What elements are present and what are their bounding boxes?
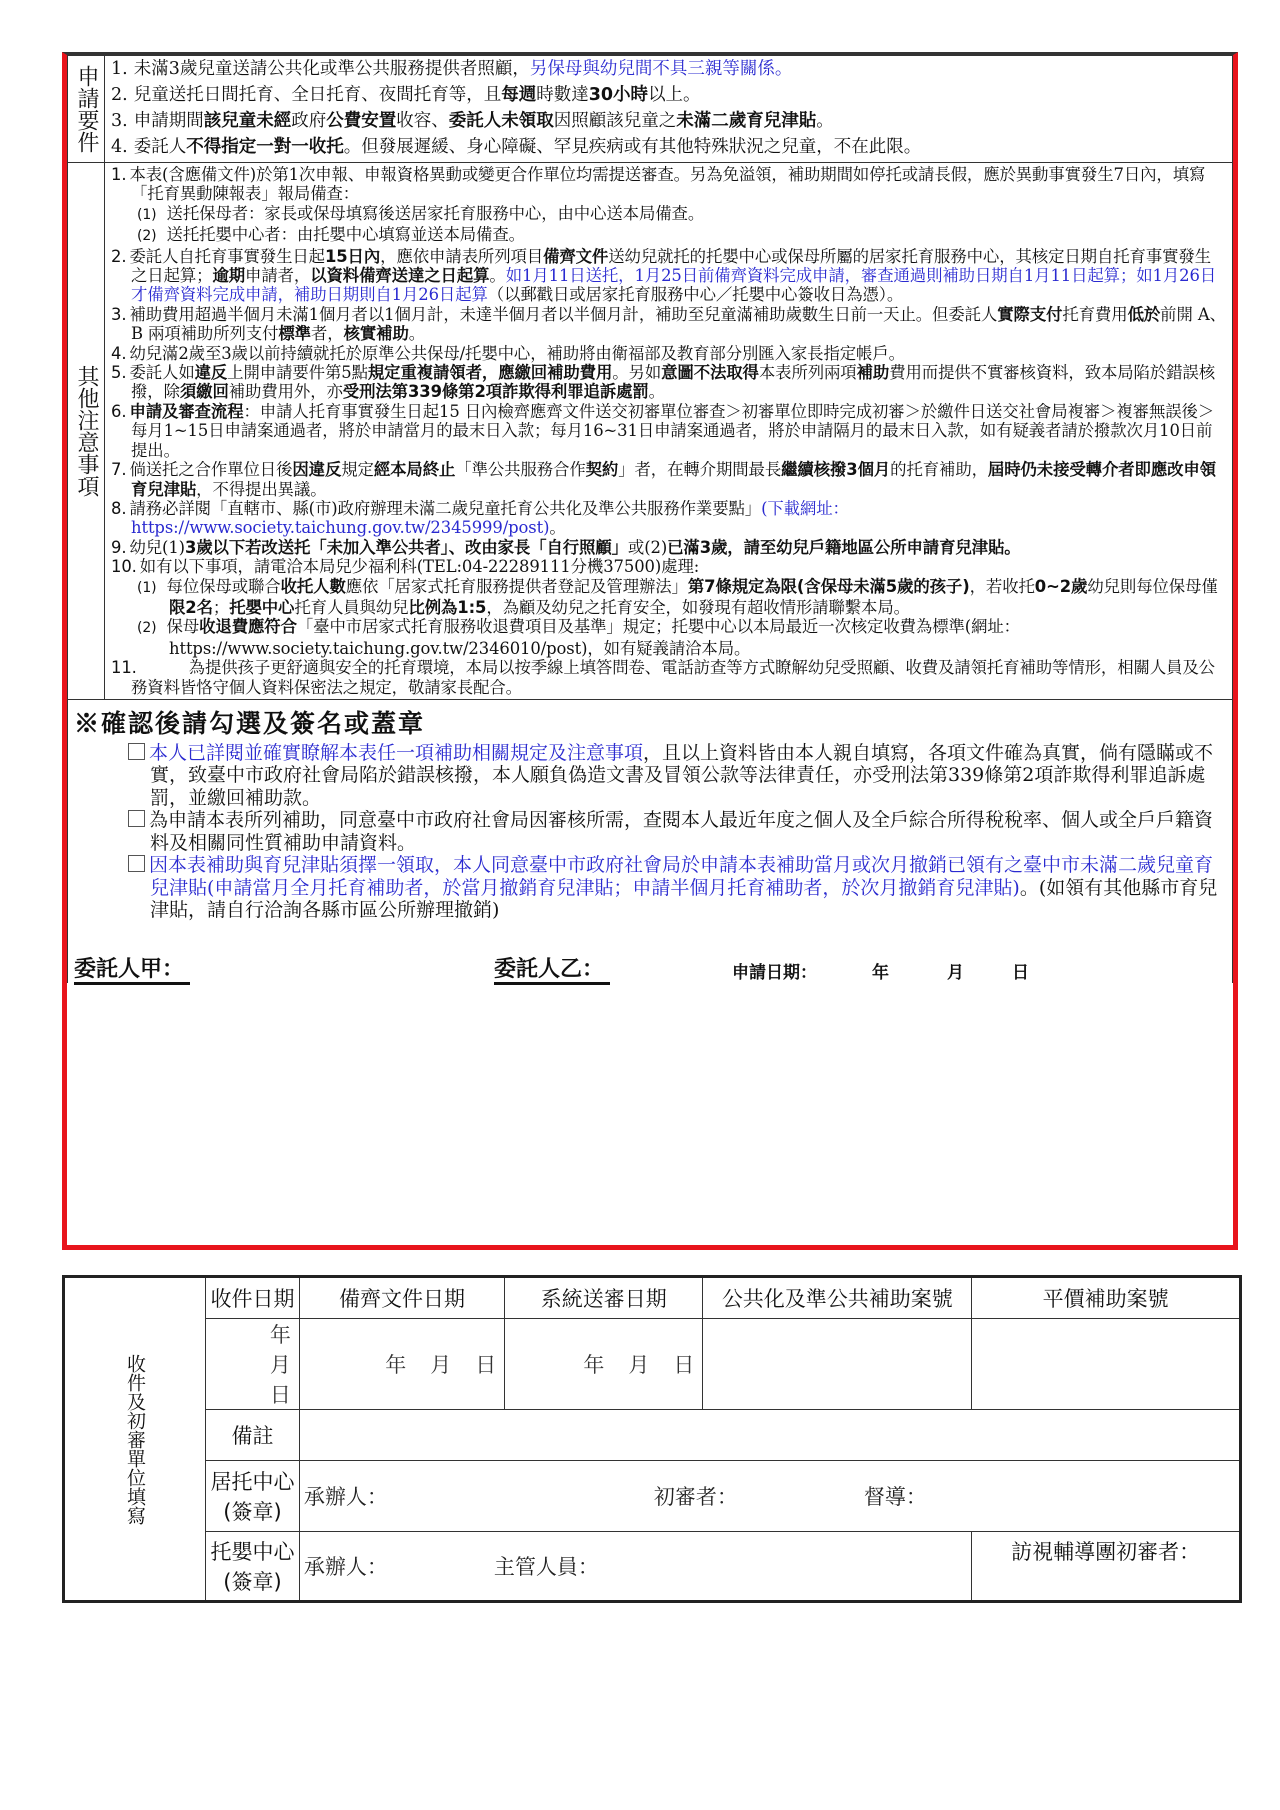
text-run: 第7條規定為限(含保母未滿5歲的孩子) (687, 576, 970, 596)
confirm-title: ※確認後請勾選及簽名或蓋章 (74, 708, 426, 738)
text-run: 。但發展遲緩、身心障礙、罕見疾病或有其他特殊狀況之兒童，不在此限。 (343, 137, 922, 157)
text-run: ，不得提出異議。 (196, 479, 327, 499)
text-run: 收退費應符合 (199, 617, 297, 637)
header-docs-date: 備齊文件日期 (299, 1277, 504, 1319)
note-item (111, 460, 1226, 499)
item-number: 1. (111, 165, 127, 184)
text-run: ，若收托 (969, 576, 1035, 596)
text-run: 未滿二歲育兒津貼 (676, 111, 817, 131)
text-run: 未滿3歲兒童送請公共化或準公共服務提供者照顧， (133, 59, 530, 79)
item-number: 10. (111, 557, 137, 577)
subitem-number: (2) (137, 620, 157, 637)
text-run: 每週 (501, 85, 537, 105)
note-item (111, 247, 1226, 305)
text-run: 送托保母者：家長或保母填寫後送居家托育服務中心，由中心送本局備查。 (166, 203, 705, 223)
date-label: 申請日期： (732, 962, 817, 983)
text-run: 「準公共服務合作 (455, 460, 586, 480)
date-day: 日 (1012, 962, 1029, 983)
consent-item (92, 854, 1226, 922)
text-run: 應依「居家式托育服務提供者登記及管理辦法」 (345, 576, 688, 596)
public-case-no-field[interactable] (703, 1319, 972, 1410)
application-notes-frame (62, 52, 1238, 1250)
subitem-number: (2) (137, 228, 157, 245)
text-run: 核實補助 (343, 324, 409, 344)
text-run: 補助 (856, 363, 890, 383)
text-run: 收容、 (396, 111, 449, 131)
requirements-section (68, 56, 1233, 163)
text-run: 不得指定一對一收托 (186, 137, 344, 157)
text-run: 兒童送托日間托育、全日托育、夜間托育等，且 (133, 85, 502, 105)
note-subitem (111, 225, 1226, 246)
text-run: 委託人自托育事實發生日起 (129, 246, 325, 266)
note-item (111, 165, 1226, 204)
note-item (111, 402, 1226, 460)
text-run: 的托育補助， (890, 460, 988, 480)
ymd-month: 月 (430, 1353, 452, 1377)
text-run: 受刑法第339條第2項詐欺得利罪追訴處罰 (342, 382, 649, 402)
consent-item (92, 742, 1226, 810)
text-run: 意圖不法取得 (661, 363, 759, 383)
text-run: 補助費用超過半個月未滿1個月者以1個月計，未達半個月者以半個月計，補助至兒童滿補助歲數生日前一天止。但委託人 (129, 304, 998, 324)
confirm-block (68, 699, 1233, 983)
notes-table (67, 55, 1233, 983)
ymd-day: 日 (475, 1353, 497, 1377)
text-run: (下載網址：https://www.society.taichung.gov.tw/2345999/post) (131, 498, 849, 538)
item-number: 9. (111, 537, 127, 557)
text-run: 規定 (341, 460, 374, 480)
notes-list (105, 163, 1233, 700)
text-run: 。另如 (612, 363, 662, 383)
text-run: 。 (489, 266, 506, 286)
text-run: 本表所列兩項 (758, 363, 857, 383)
text-run: 費用而提供不實審核資料，致本局陷於錯誤核撥，除 (131, 363, 1216, 402)
text-run: 已滿3歲，請至幼兒戶籍地區公所申請育兒津貼。 (667, 537, 1021, 557)
item-number: 2. (111, 85, 128, 105)
docs-date-field[interactable] (299, 1319, 504, 1410)
text-run: ，應依申請表所列項目 (380, 246, 544, 266)
date-month: 月 (947, 962, 964, 983)
subitem-number: (1) (137, 206, 157, 223)
requirement-item (111, 82, 1226, 108)
visit-team-label: 訪視輔導團初審者： (1011, 1540, 1201, 1564)
note-item (111, 363, 1226, 402)
item-number: 7. (111, 460, 127, 480)
header-public-case-no: 公共化及準公共補助案號 (703, 1277, 972, 1319)
text-run: 為提供孩子更舒適與安全的托育環境，本局以按季線上填答問卷、電話訪查等方式瞭解幼兒受照顧、收費及請領托育補助等情形，相關人員及公務資料皆恪守個人資料保密法之規定，敬請家長配合。 (131, 658, 1215, 697)
signer-a-label: 委託人甲： (74, 957, 190, 985)
text-run: 或(2) (627, 537, 668, 557)
text-run: 幼兒(1) (129, 537, 185, 557)
note-subitem (111, 204, 1226, 225)
remark-field[interactable] (299, 1410, 1240, 1461)
text-run: 委託人 (133, 137, 187, 157)
text-run: 規定重複請領者，應繳回補助費用 (367, 363, 613, 383)
text-run: 送托托嬰中心者：由托嬰中心填寫並送本局備查。 (166, 225, 525, 245)
text-run: 限2名 (169, 597, 213, 617)
text-run: 因違反 (292, 460, 342, 480)
application-date[interactable] (732, 958, 1029, 983)
item-number: 3. (111, 111, 128, 131)
text-run: 備齊文件 (543, 246, 609, 266)
home-center-sign-field[interactable] (299, 1461, 1240, 1532)
text-run: 該兒童未經 (203, 111, 292, 131)
header-affordable-case-no: 平價補助案號 (972, 1277, 1241, 1319)
nursery-label: 托嬰中心(簽章) (206, 1532, 300, 1602)
home-center-handler: 承辦人： (303, 1485, 388, 1509)
ymd-month: 月 (628, 1353, 650, 1377)
text-run: 本表(含應備文件)於第1次申報、申報資格異動或變更合作單位均需提送審查。另為免溢領，補助期間如停托或請長假，應於異動事實發生7日內，填寫「托育異動陳報表」報局備查： (129, 165, 1206, 204)
signer-b-field[interactable] (494, 952, 614, 983)
text-run: 委託人未領取 (448, 111, 554, 131)
note-item (111, 557, 1226, 576)
note-item (111, 344, 1226, 363)
notes-section (68, 163, 1233, 700)
item-number: 8. (111, 498, 127, 518)
consent-checkbox[interactable] (128, 743, 145, 760)
text-run: 申請者， (245, 266, 311, 286)
requirement-item (111, 56, 1226, 82)
text-run: 收托人數 (280, 576, 346, 596)
home-center-reviewer: 初審者： (653, 1485, 738, 1509)
received-date-field[interactable] (206, 1319, 300, 1410)
header-received-date: 收件日期 (206, 1277, 300, 1319)
subitem-number: (1) (137, 579, 157, 596)
text-run: 送幼兒就托的托嬰中心或保母所屬的居家托育服務中心，其核定日期自托育事實發生之日起算； (131, 246, 1211, 286)
text-run: 比例為1:5 (408, 597, 487, 617)
text-run: 屆時仍未接受轉介者即應改申領育兒津貼 (131, 460, 1216, 499)
requirement-item (111, 134, 1226, 160)
text-run: 契約 (585, 460, 619, 480)
text-run: 。 (816, 111, 834, 131)
note-item (111, 499, 1226, 538)
text-run: 以資料備齊送達之日起算 (310, 266, 490, 286)
text-run: ； (212, 597, 230, 617)
text-run: 低於 (1127, 304, 1161, 324)
text-run: 違反 (194, 363, 228, 383)
text-run: 如1月11日送托，1月25日前備齊資料完成申請，審查通過則補助日期自1月11日起算；如1月26日才備齊資料完成申請，補助日期則自1月26日起算 (131, 266, 1217, 305)
item-number: 6. (111, 401, 127, 421)
text-run: 繼續核撥3個月 (781, 460, 891, 480)
home-center-label: 居托中心(簽章) (206, 1461, 300, 1532)
text-run: 托嬰中心 (229, 597, 295, 617)
text-run: 幼兒滿2歲至3歲以前持續就托於原準公共保母/托嬰中心，補助將由衛福部及教育部分別匯入家長指定帳戶。 (129, 343, 905, 363)
nursery-manager: 主管人員： (493, 1555, 599, 1579)
ymd-year: 年 (385, 1353, 407, 1377)
text-run: 以上。 (648, 85, 701, 105)
text-run: 托育費用 (1062, 304, 1128, 324)
submit-date-field[interactable] (505, 1319, 703, 1410)
text-run: （以郵戳日或居家托育服務中心／托嬰中心簽收日為憑）。 (487, 285, 904, 305)
text-run: 前開 A、B 兩項補助所列支付 (131, 304, 1226, 344)
ymd-year: 年 (269, 1323, 291, 1347)
home-center-supervisor: 督導： (863, 1485, 927, 1509)
text-run: 因照顧該兒童之 (553, 111, 677, 131)
text-run: 」者，在轉介期間最長 (618, 460, 782, 480)
note-subitem (111, 617, 1226, 658)
text-run: 本人已詳閱並確實瞭解本表任一項補助相關規定及注意事項 (149, 741, 644, 764)
text-run: 3歲以下若改送托「未加入準公共者」、改由家長「自行照顧」 (184, 537, 628, 557)
text-run: 。 (549, 518, 566, 538)
date-year: 年 (872, 962, 889, 983)
text-run: 經本局終止 (373, 460, 456, 480)
text-run: ，且以上資料皆由本人親自填寫，各項文件確為真實，倘有隱瞞或不實，致臺中市政府社會局陷於錯誤核撥，本人願負偽造文書及冒領公款等法律責任，亦受刑法第339條第2項詐欺得利罪追訴處罰，並繳回補助款。 (150, 741, 1214, 809)
text-run: 時數達 (536, 85, 589, 105)
text-run: 標準 (278, 324, 311, 344)
text-run: 政府 (291, 111, 327, 131)
note-item (111, 305, 1226, 344)
note-item (111, 538, 1226, 557)
text-run: 「臺中市居家式托育服務收退費項目及基準」規定；托嬰中心以本局最近一次核定收費為標準(網址：https://www.society.taichung.gov.tw/2346010/post)，如有疑義請洽本局。 (169, 617, 1020, 658)
signature-row (74, 952, 1226, 983)
text-run: 委託人如 (129, 363, 195, 383)
text-run: 。(如領有其他縣市育兒津貼，請自行洽詢各縣市區公所辦理撤銷) (150, 876, 1218, 922)
notes-side-label: 其他注意事項 (68, 163, 105, 700)
consent-item (92, 809, 1226, 854)
text-run: 如有以下事項，請電洽本局兒少福利科(TEL:04-22289111分機37500)處理: (139, 557, 700, 577)
ymd-day: 日 (269, 1383, 291, 1407)
remark-label: 備註 (206, 1410, 300, 1461)
text-run: 30小時 (588, 85, 649, 105)
item-number: 11. (111, 658, 137, 678)
ymd-month: 月 (269, 1353, 291, 1377)
text-run: 15日內 (324, 246, 381, 266)
ymd-year: 年 (583, 1353, 605, 1377)
text-run: 另保母與幼兒間不具三親等關係。 (529, 59, 793, 79)
note-item (111, 658, 1226, 697)
text-run: 公費安置 (326, 111, 397, 131)
review-table (62, 1275, 1242, 1603)
header-submit-date: 系統送審日期 (505, 1277, 703, 1319)
text-run: 幼兒則每位保母僅 (1087, 576, 1218, 596)
nursery-handler: 承辦人： (303, 1555, 388, 1579)
text-run: 實際支付 (997, 304, 1063, 324)
text-run: 者， (310, 324, 344, 344)
text-run: 上開申請要件第5點 (227, 363, 368, 383)
text-run: 為申請本表所列補助，同意臺中市政府社會局因審核所需，查閱本人最近年度之個人及全戶綜合所得稅稅率、個人或全戶戶籍資料及相關同性質補助申請資料。 (149, 809, 1214, 854)
text-run: 倘送托之合作單位日後 (129, 460, 293, 480)
item-number: 4. (111, 343, 127, 363)
item-number: 3. (111, 304, 127, 324)
signer-a-field[interactable] (74, 952, 494, 983)
text-run: 保母 (166, 617, 200, 637)
text-run: 托育人員與幼兒 (294, 597, 409, 617)
text-run: ，為顧及幼兒之托育安全，如發現有超收情形請聯繫本局。 (486, 597, 910, 617)
confirm-section (68, 699, 1233, 983)
nursery-sign-field[interactable] (299, 1532, 971, 1602)
item-number: 1. (111, 59, 128, 79)
item-number: 4. (111, 137, 128, 157)
requirements-list (105, 56, 1233, 163)
text-run: 。 (648, 382, 665, 402)
text-run: 補助費用外，亦 (228, 382, 343, 402)
text-run: ：申請人托育事實發生日起15 日內檢齊應齊文件送交初審單位審查＞初審單位即時完成初審＞於繳件日送交社會局複審＞複審無誤後＞每月1~15日申請案通過者，將於申請當月的最末日入款；每月16~31日申請案通過者，將於申請隔月的最末日入款，如有疑義者請於撥款次月10日前提出。 (131, 401, 1215, 460)
visit-team-field[interactable] (972, 1532, 1241, 1602)
requirement-item (111, 108, 1226, 134)
item-number: 2. (111, 246, 127, 266)
text-run: 須繳回 (179, 382, 229, 402)
text-run: 申請期間 (133, 111, 204, 131)
confirm-checklist (74, 742, 1226, 922)
requirements-side-label: 申請要件 (68, 56, 105, 163)
text-run: 。 (408, 324, 426, 344)
text-run: 請務必詳閱「直轄市、縣(市)政府辦理未滿二歲兒童托育公共化及準公共服務作業要點」 (129, 498, 762, 518)
review-side-label: 收件及初審單位填寫 (64, 1277, 206, 1602)
text-run: 每位保母或聯合 (166, 576, 281, 596)
note-subitem (111, 577, 1226, 618)
item-number: 5. (111, 363, 127, 383)
affordable-case-no-field[interactable] (972, 1319, 1241, 1410)
text-run: 逾期 (212, 266, 246, 286)
ymd-day: 日 (673, 1353, 695, 1377)
consent-checkbox[interactable] (128, 855, 145, 872)
signer-b-label: 委託人乙： (494, 957, 610, 985)
consent-checkbox[interactable] (128, 810, 145, 827)
text-run: 因本表補助與育兒津貼須擇一領取，本人同意臺中市政府社會局於申請本表補助當月或次月撤銷已領有之臺中市未滿二歲兒童育兒津貼(申請當月全月托育補助者，於當月撤銷育兒津貼；申請半個月托育補助者，於次月撤銷育兒津貼) (149, 854, 1214, 899)
text-run: 0~2歲 (1034, 576, 1088, 596)
text-run: 申請及審查流程 (129, 401, 244, 421)
